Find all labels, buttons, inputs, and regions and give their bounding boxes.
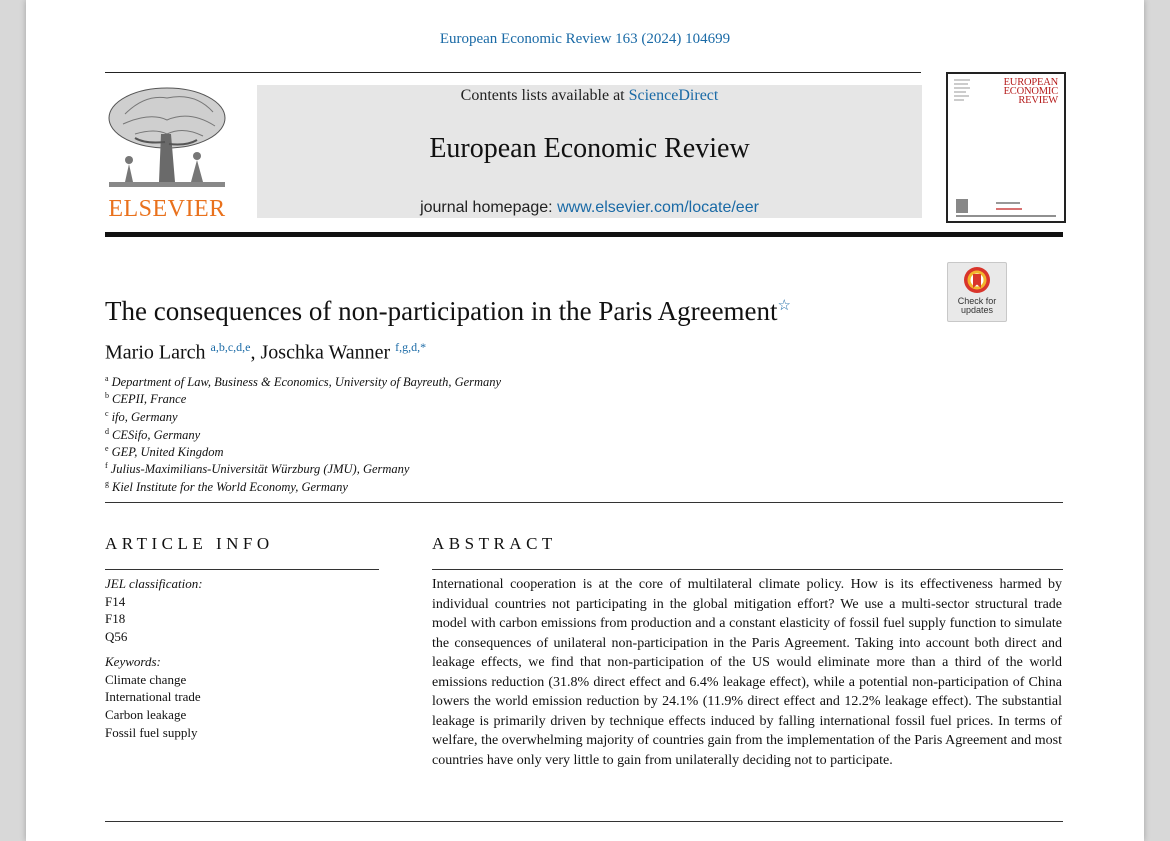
cover-text-lines-icon <box>954 78 984 110</box>
keywords-label: Keywords: <box>105 654 161 669</box>
author-name[interactable]: Joschka Wanner <box>260 341 391 364</box>
elsevier-wordmark: ELSEVIER <box>108 196 226 222</box>
jel-code: F18 <box>105 611 126 626</box>
abstract-rule <box>432 569 1063 570</box>
affiliation-mark: b <box>105 391 109 400</box>
author-list <box>105 340 426 365</box>
jel-code: F14 <box>105 594 126 609</box>
keyword-item: International trade <box>105 689 201 704</box>
top-rule <box>105 72 921 73</box>
affiliation-text: GEP, United Kingdom <box>111 445 224 460</box>
paper-title-text: The consequences of non-participation in the Paris Agreement <box>105 296 778 326</box>
contents-prefix: Contents lists available at <box>460 87 625 104</box>
keyword-item: Climate change <box>105 672 187 687</box>
cover-footer-icon <box>956 199 1056 217</box>
affiliation-item <box>105 461 409 477</box>
contents-available-line <box>257 87 922 105</box>
check-updates-line: Check for <box>957 296 997 306</box>
journal-reference-link[interactable]: European Economic Review 163 (2024) 104699 <box>439 31 731 47</box>
check-updates-bookmark-icon <box>963 266 991 296</box>
check-updates-label <box>948 297 1006 315</box>
paper-title <box>105 296 791 327</box>
header-thick-rule <box>105 232 1063 237</box>
homepage-prefix: journal homepage: <box>420 199 553 216</box>
article-page <box>26 0 1144 841</box>
cover-title-line: ECONOMIC <box>1003 86 1058 97</box>
affiliation-mark: e <box>105 444 109 453</box>
affiliation-item <box>105 444 223 460</box>
bottom-rule <box>105 821 1063 822</box>
affiliation-text: CESifo, Germany <box>112 428 201 443</box>
author-affiliation-marks[interactable]: a,b,c,d,e <box>210 340 251 354</box>
cover-title-line: REVIEW <box>1018 95 1058 106</box>
affiliation-text: Department of Law, Business & Economics, University of Bayreuth, Germany <box>111 375 502 390</box>
affiliation-item <box>105 427 200 443</box>
affiliation-mark: d <box>105 427 109 436</box>
affiliation-mark: g <box>105 479 109 488</box>
homepage-link[interactable]: www.elsevier.com/locate/eer <box>557 199 759 216</box>
affiliation-mark: a <box>105 374 109 383</box>
cover-title-line: EUROPEAN <box>1003 77 1058 88</box>
abstract-body: International cooperation is at the core of multilateral climate policy. How is its effectiveness harmed by individual countries not participating in the global mitigation effort? We use a multi-sector structural trade model with carbon emissions from production and a constant elasticity of fossil fuel supply function to simulate the consequences of unilateral non-participation in the Paris Agreement. Taking into account both direct and leakage effects, we find that non-participation of the US would eliminate more than a third of the world emissions reduction (31.8% direct effect and 6.4% leakage effect), while a potential non-participation of China lowers the world emission reduction by 24.1% (11.9% direct effect and 12.2% leakage effect). The substantial leakage is primarily driven by technique effects induced by falling international fossil fuel prices. In terms of welfare, the overwhelming majority of countries gain from the implementation of the Paris Agreement and most countries have only very little to gain from unilaterally deciding not to participate. <box>432 577 1062 768</box>
affiliation-mark: c <box>105 409 109 418</box>
affiliation-mark: f <box>105 461 108 470</box>
jel-label: JEL classification: <box>105 576 203 591</box>
affiliation-item <box>105 391 186 407</box>
check-for-updates-button[interactable] <box>947 262 1007 322</box>
keyword-item: Fossil fuel supply <box>105 725 198 740</box>
affiliation-text: ifo, Germany <box>111 410 178 425</box>
article-info-rule <box>105 569 379 570</box>
section-divider <box>105 502 1063 503</box>
affiliation-item <box>105 409 178 425</box>
affiliation-item <box>105 479 348 495</box>
journal-title: European Economic Review <box>429 133 750 164</box>
affiliation-text: CEPII, France <box>112 392 187 407</box>
cover-title <box>1004 78 1058 105</box>
journal-cover-thumbnail <box>946 72 1066 223</box>
title-footnote-star[interactable]: ☆ <box>777 298 791 314</box>
affiliation-text: Kiel Institute for the World Economy, Germany <box>112 480 348 495</box>
author-separator: , <box>250 341 261 364</box>
check-updates-line: updates <box>960 305 994 315</box>
jel-code: Q56 <box>105 629 128 644</box>
article-info-heading: ARTICLE INFO <box>105 534 274 553</box>
author-affiliation-marks[interactable]: f,g,d,* <box>395 340 427 354</box>
journal-homepage-line <box>257 199 922 217</box>
sciencedirect-link[interactable]: ScienceDirect <box>628 87 719 104</box>
affiliation-text: Julius-Maximilians-Universität Würzburg (JMU), Germany <box>110 462 410 477</box>
author-name[interactable]: Mario Larch <box>105 341 206 364</box>
abstract-heading: ABSTRACT <box>432 534 557 553</box>
affiliation-item <box>105 374 501 390</box>
keyword-item: Carbon leakage <box>105 707 187 722</box>
